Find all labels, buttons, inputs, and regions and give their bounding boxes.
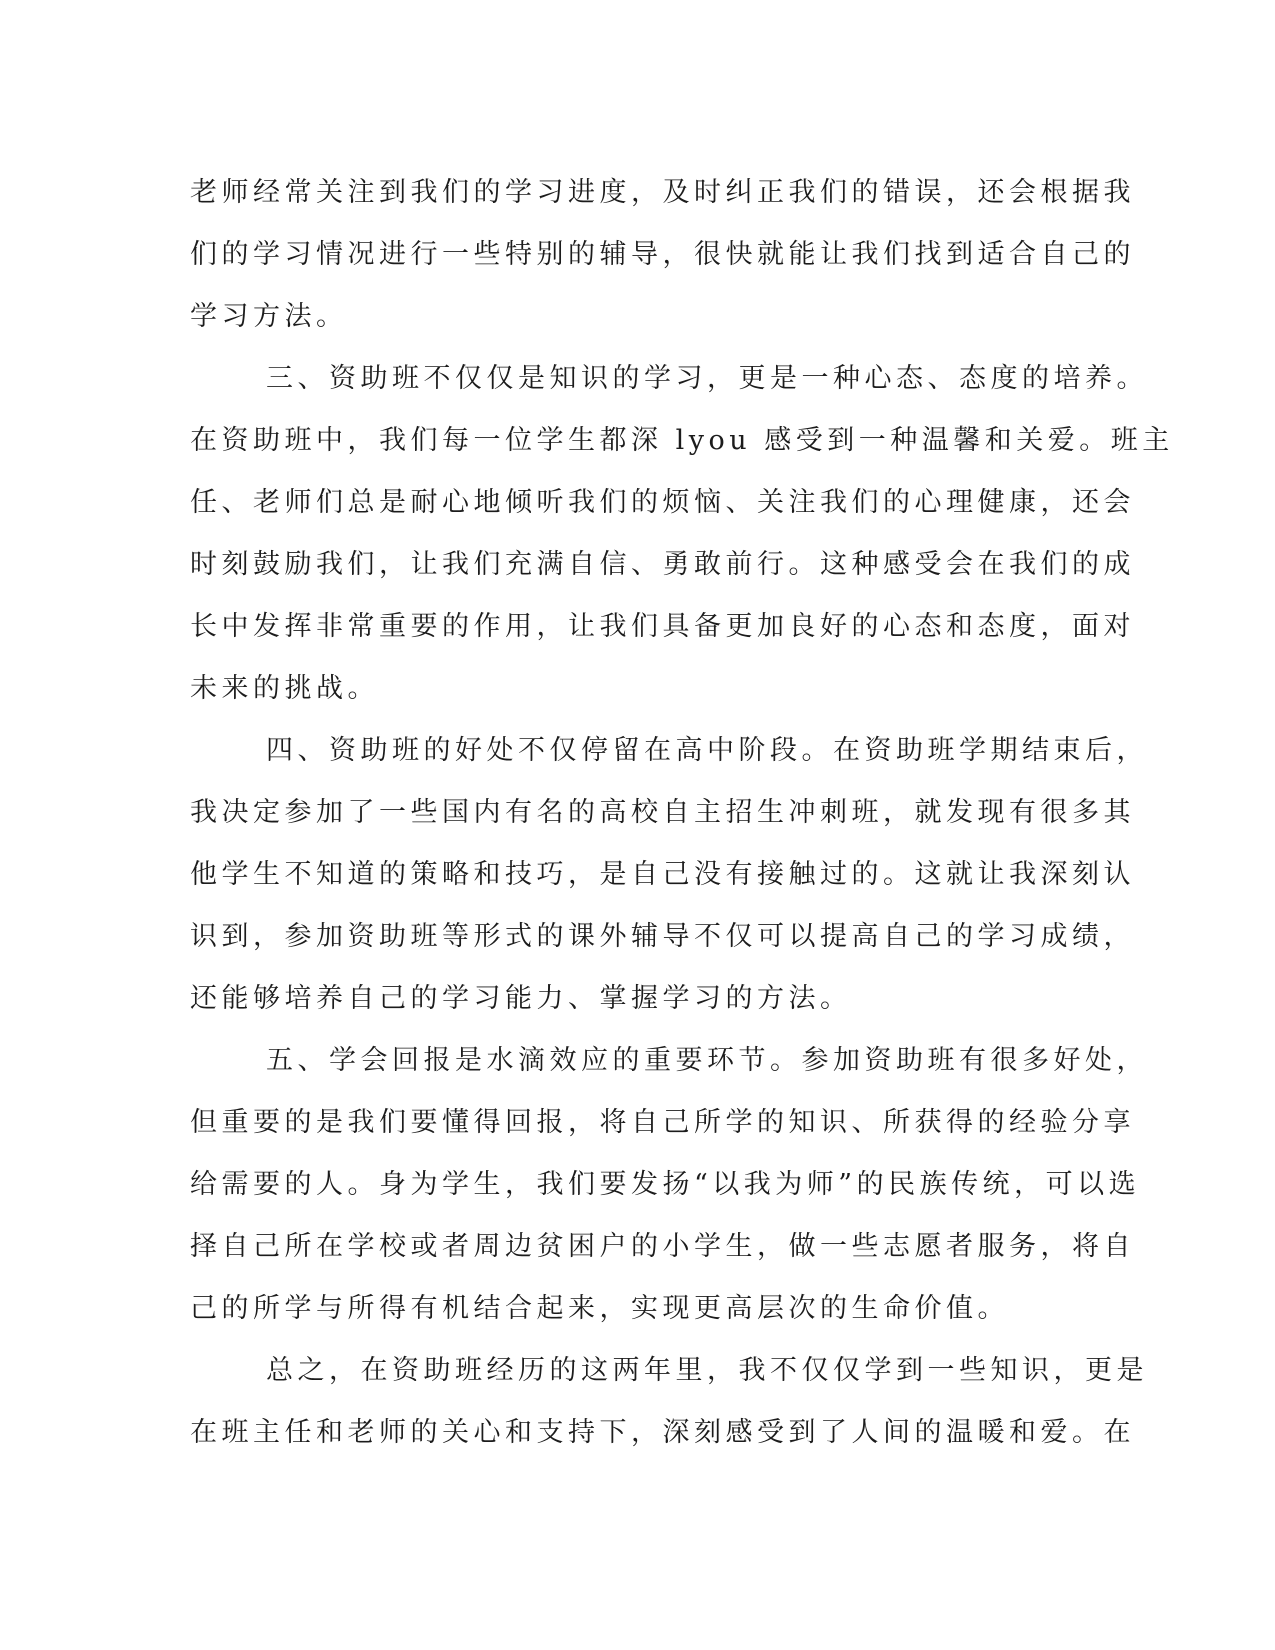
paragraph-summary-start: 总之，在资助班经历的这两年里，我不仅仅学到一些知识，更是	[266, 1355, 1148, 1386]
text-line: 在资助班中，我们每一位学生都深 lyou 感受到一种温馨和关爱。班主	[190, 425, 1174, 456]
text-line: 任、老师们总是耐心地倾听我们的烦恼、关注我们的心理健康，还会	[190, 487, 1135, 518]
text-line: 还能够培养自己的学习能力、掌握学习的方法。	[190, 983, 852, 1014]
text-line: 择自己所在学校或者周边贫困户的小学生，做一些志愿者服务，将自	[190, 1231, 1135, 1262]
paragraph-five-start: 五、学会回报是水滴效应的重要环节。参加资助班有很多好处，	[266, 1045, 1148, 1076]
text-line: 时刻鼓励我们，让我们充满自信、勇敢前行。这种感受会在我们的成	[190, 549, 1135, 580]
text-line: 长中发挥非常重要的作用，让我们具备更加良好的心态和态度，面对	[190, 611, 1135, 642]
text-line: 但重要的是我们要懂得回报，将自己所学的知识、所获得的经验分享	[190, 1107, 1135, 1138]
text-line: 他学生不知道的策略和技巧，是自己没有接触过的。这就让我深刻认	[190, 859, 1135, 890]
body-text	[190, 162, 1174, 1464]
text-line: 识到，参加资助班等形式的课外辅导不仅可以提高自己的学习成绩，	[190, 921, 1135, 952]
text-line: 们的学习情况进行一些特别的辅导，很快就能让我们找到适合自己的	[190, 239, 1135, 270]
text-line: 在班主任和老师的关心和支持下，深刻感受到了人间的温暖和爱。在	[190, 1417, 1135, 1448]
text-line: 己的所学与所得有机结合起来，实现更高层次的生命价值。	[190, 1293, 1009, 1324]
paragraph-three-start: 三、资助班不仅仅是知识的学习，更是一种心态、态度的培养。	[266, 363, 1148, 394]
text-line: 老师经常关注到我们的学习进度，及时纠正我们的错误，还会根据我	[190, 177, 1135, 208]
text-line: 我决定参加了一些国内有名的高校自主招生冲刺班，就发现有很多其	[190, 797, 1135, 828]
text-line: 给需要的人。身为学生，我们要发扬“以我为师”的民族传统，可以选	[190, 1169, 1141, 1200]
paragraph-four-start: 四、资助班的好处不仅停留在高中阶段。在资助班学期结束后，	[266, 735, 1148, 766]
text-line: 未来的挑战。	[190, 673, 379, 704]
text-line: 学习方法。	[190, 301, 348, 332]
